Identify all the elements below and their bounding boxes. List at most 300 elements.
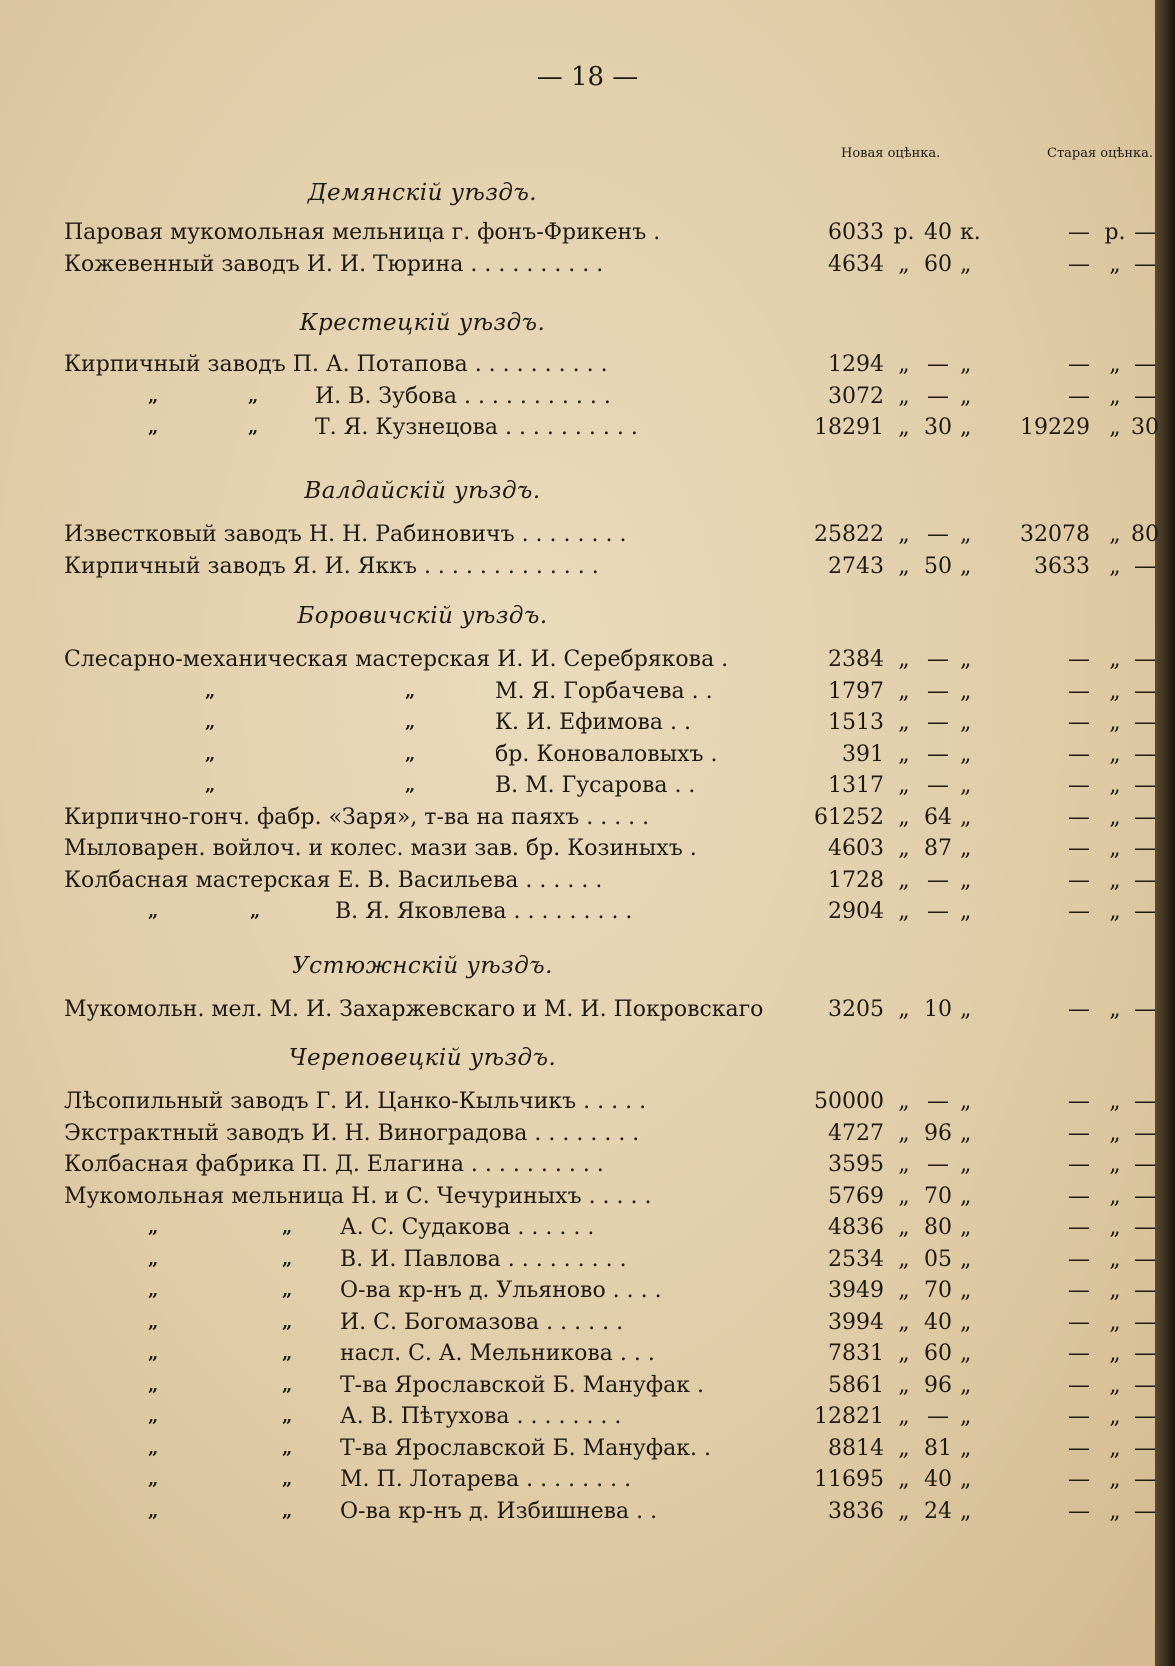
new-assessment-kop-unit: „ [960, 522, 972, 547]
old-assessment-rubles: — [1068, 1372, 1090, 1398]
old-assessment-kopecks: — [1134, 1341, 1156, 1366]
ditto-mark: „ [148, 1343, 159, 1364]
old-assessment-rubles: — [1068, 647, 1090, 672]
old-assessment-unit: „ [1109, 836, 1121, 861]
new-assessment-kop-unit: „ [960, 647, 972, 672]
table-row [0, 1184, 1175, 1216]
old-assessment-unit: „ [1109, 1372, 1121, 1398]
new-assessment-kopecks: — [927, 773, 949, 798]
new-assessment-rubles: 3595 [828, 1152, 884, 1177]
ditto-mark: „ [405, 712, 416, 733]
new-assessment-unit: „ [898, 678, 910, 704]
ditto-mark: „ [282, 1311, 293, 1333]
old-assessment-unit: „ [1109, 647, 1121, 672]
new-assessment-rubles: 3949 [828, 1278, 884, 1303]
ditto-mark: „ [405, 743, 416, 765]
new-assessment-unit: „ [898, 352, 910, 377]
new-assessment-kop-unit: „ [960, 997, 972, 1022]
page-number: — 18 — [536, 62, 639, 92]
entry-name: О-ва кр-нъ д. Избишнева . . [340, 1498, 658, 1524]
new-assessment-rubles: 1294 [828, 352, 884, 377]
new-assessment-rubles: 4836 [828, 1215, 884, 1240]
old-assessment-kopecks: — [1134, 1467, 1156, 1492]
old-assessment-rubles: — [1068, 836, 1090, 861]
table-row [0, 1215, 1175, 1247]
new-assessment-kop-unit: „ [960, 899, 972, 924]
table-row [0, 1467, 1175, 1499]
table-row [0, 252, 1175, 284]
new-assessment-kopecks: 96 [924, 1120, 952, 1146]
old-assessment-rubles: — [1068, 1404, 1090, 1429]
new-assessment-unit: „ [898, 1278, 910, 1303]
table-row [0, 805, 1175, 837]
new-assessment-unit: „ [898, 836, 910, 861]
entry-name: А. В. Пѣтухова . . . . . . . . [340, 1404, 622, 1429]
ditto-mark: „ [250, 901, 261, 922]
ditto-mark: „ [148, 1406, 159, 1427]
table-row [0, 1089, 1175, 1121]
new-assessment-unit: „ [898, 867, 910, 893]
new-assessment-rubles: 2384 [828, 647, 884, 672]
new-assessment-kop-unit: „ [960, 1278, 972, 1303]
new-assessment-kopecks: 87 [924, 836, 952, 861]
new-assessment-unit: „ [898, 251, 910, 277]
old-assessment-kopecks: — [1134, 1435, 1156, 1461]
new-assessment-unit: „ [898, 1372, 910, 1398]
old-assessment-kopecks: — [1134, 773, 1156, 798]
ditto-mark: „ [148, 1248, 159, 1270]
new-assessment-kop-unit: к. [960, 220, 981, 245]
old-assessment-rubles: — [1068, 1278, 1090, 1303]
entry-name: Кирпичный заводъ Я. И. Яккъ . . . . . . . . . . . . . [64, 553, 599, 579]
old-assessment-unit: „ [1109, 867, 1121, 893]
new-assessment-kopecks: — [927, 352, 949, 377]
new-assessment-kopecks: — [927, 1152, 949, 1177]
old-assessment-rubles: — [1068, 678, 1090, 704]
new-assessment-rubles: 3072 [828, 383, 884, 409]
ditto-mark: „ [282, 1437, 293, 1459]
column-header-new: Новая оцѣнка. [841, 146, 941, 161]
entry-name: Кирпично-гонч. фабр. «Заря», т-ва на паяхъ . . . . . [64, 804, 650, 830]
new-assessment-rubles: 5861 [828, 1372, 884, 1398]
table-row [0, 352, 1175, 384]
new-assessment-kopecks: 96 [924, 1372, 952, 1398]
old-assessment-rubles: — [1068, 710, 1090, 735]
entry-name: Паровая мукомольная мельница г. фонъ-Фрикенъ . [64, 220, 661, 245]
old-assessment-unit: „ [1109, 1246, 1121, 1272]
table-row [0, 1373, 1175, 1405]
new-assessment-rubles: 50000 [814, 1089, 884, 1114]
old-assessment-rubles: 3633 [1034, 553, 1090, 579]
new-assessment-kop-unit: „ [960, 1183, 972, 1209]
old-assessment-kopecks: — [1134, 352, 1156, 377]
new-assessment-kopecks: 64 [924, 804, 952, 830]
ditto-mark: „ [148, 1437, 159, 1459]
old-assessment-rubles: — [1068, 1215, 1090, 1240]
new-assessment-kop-unit: „ [960, 741, 972, 767]
ditto-mark: „ [248, 385, 259, 407]
old-assessment-kopecks: — [1134, 220, 1156, 245]
new-assessment-kop-unit: „ [960, 773, 972, 798]
entry-name: Экстрактный заводъ И. Н. Виноградова . . . . . . . . [64, 1120, 640, 1146]
table-row [0, 1152, 1175, 1184]
new-assessment-kop-unit: „ [960, 1089, 972, 1114]
entry-name: Колбасная фабрика П. Д. Елагина . . . . . . . . . . [64, 1152, 604, 1177]
old-assessment-unit: „ [1109, 251, 1121, 277]
entry-name: В. Я. Яковлева . . . . . . . . . [335, 899, 633, 924]
old-assessment-unit: „ [1109, 415, 1121, 440]
new-assessment-kopecks: — [927, 678, 949, 704]
new-assessment-unit: „ [898, 553, 910, 579]
old-assessment-kopecks: — [1134, 678, 1156, 704]
old-assessment-kopecks: — [1134, 647, 1156, 672]
new-assessment-rubles: 6033 [828, 220, 884, 245]
entry-name: насл. С. А. Мельникова . . . [340, 1341, 655, 1366]
old-assessment-unit: „ [1109, 1120, 1121, 1146]
section-title-text: Крестецкій уѣздъ. [299, 310, 546, 336]
old-assessment-unit: „ [1109, 1278, 1121, 1303]
new-assessment-kop-unit: „ [960, 1498, 972, 1524]
old-assessment-kopecks: — [1134, 804, 1156, 830]
old-assessment-kopecks: — [1134, 1498, 1156, 1524]
new-assessment-unit: „ [898, 741, 910, 767]
new-assessment-rubles: 3205 [828, 997, 884, 1022]
section-title [0, 1045, 1175, 1071]
old-assessment-rubles: — [1068, 220, 1090, 245]
old-assessment-unit: „ [1109, 1309, 1121, 1335]
new-assessment-kopecks: 10 [924, 997, 952, 1022]
old-assessment-unit: „ [1109, 1435, 1121, 1461]
new-assessment-kop-unit: „ [960, 1467, 972, 1492]
table-row [0, 1436, 1175, 1468]
old-assessment-kopecks: — [1134, 383, 1156, 409]
old-assessment-unit: „ [1109, 522, 1121, 547]
table-row [0, 773, 1175, 805]
table-row [0, 554, 1175, 586]
table-row [0, 1278, 1175, 1310]
old-assessment-kopecks: — [1134, 710, 1156, 735]
old-assessment-unit: „ [1109, 1404, 1121, 1429]
old-assessment-rubles: — [1068, 1120, 1090, 1146]
new-assessment-unit: „ [898, 1120, 910, 1146]
entry-name: К. И. Ефимова . . [495, 710, 691, 735]
new-assessment-kopecks: — [927, 741, 949, 767]
new-assessment-unit: „ [898, 383, 910, 409]
old-assessment-rubles: — [1068, 1309, 1090, 1335]
table-row [0, 1247, 1175, 1279]
old-assessment-rubles: — [1068, 1183, 1090, 1209]
old-assessment-kopecks: — [1134, 836, 1156, 861]
new-assessment-kopecks: 40 [924, 1467, 952, 1492]
new-assessment-kop-unit: „ [960, 836, 972, 861]
old-assessment-rubles: 19229 [1020, 415, 1090, 440]
entry-name: Т. Я. Кузнецова . . . . . . . . . . [315, 415, 638, 440]
old-assessment-kopecks: — [1134, 1120, 1156, 1146]
new-assessment-kopecks: — [927, 899, 949, 924]
new-assessment-kop-unit: „ [960, 1246, 972, 1272]
new-assessment-rubles: 4634 [828, 251, 884, 277]
table-row [0, 384, 1175, 416]
table-row [0, 415, 1175, 447]
entry-name: Кожевенный заводъ И. И. Тюрина . . . . . . . . . . [64, 251, 604, 277]
new-assessment-kopecks: 70 [924, 1183, 952, 1209]
new-assessment-kop-unit: „ [960, 415, 972, 440]
old-assessment-rubles: — [1068, 383, 1090, 409]
new-assessment-kop-unit: „ [960, 553, 972, 579]
ditto-mark: „ [248, 417, 259, 438]
new-assessment-kop-unit: „ [960, 1404, 972, 1429]
new-assessment-rubles: 4727 [828, 1120, 884, 1146]
old-assessment-unit: „ [1109, 1498, 1121, 1524]
old-assessment-unit: „ [1109, 553, 1121, 579]
new-assessment-kopecks: 60 [924, 251, 952, 277]
new-assessment-rubles: 1317 [828, 773, 884, 798]
new-assessment-unit: „ [898, 899, 910, 924]
section-title-text: Валдайскій уѣздъ. [304, 478, 541, 504]
old-assessment-kopecks: — [1134, 1152, 1156, 1177]
new-assessment-unit: „ [898, 1435, 910, 1461]
old-assessment-kopecks: — [1134, 867, 1156, 893]
ditto-mark: „ [282, 1343, 293, 1364]
new-assessment-kop-unit: „ [960, 804, 972, 830]
new-assessment-rubles: 61252 [814, 804, 884, 830]
ditto-mark: „ [148, 901, 159, 922]
new-assessment-rubles: 1513 [828, 710, 884, 735]
old-assessment-rubles: — [1068, 1467, 1090, 1492]
column-header-old: Старая оцѣнка. [1047, 146, 1153, 161]
new-assessment-rubles: 25822 [814, 522, 884, 547]
new-assessment-kop-unit: „ [960, 1435, 972, 1461]
new-assessment-kop-unit: „ [960, 710, 972, 735]
new-assessment-unit: „ [898, 1246, 910, 1272]
new-assessment-kopecks: — [927, 1089, 949, 1114]
new-assessment-kopecks: 40 [924, 1309, 952, 1335]
new-assessment-kop-unit: „ [960, 678, 972, 704]
old-assessment-rubles: — [1068, 1498, 1090, 1524]
new-assessment-kopecks: 60 [924, 1341, 952, 1366]
old-assessment-kopecks: — [1134, 251, 1156, 277]
ditto-mark: „ [148, 1280, 159, 1301]
table-row [0, 1341, 1175, 1373]
new-assessment-kopecks: 80 [924, 1215, 952, 1240]
entry-name: И. С. Богомазова . . . . . . [340, 1309, 624, 1335]
old-assessment-unit: „ [1109, 1341, 1121, 1366]
new-assessment-kop-unit: „ [960, 352, 972, 377]
table-row [0, 899, 1175, 931]
new-assessment-kopecks: 70 [924, 1278, 952, 1303]
old-assessment-unit: „ [1109, 804, 1121, 830]
ditto-mark: „ [148, 1311, 159, 1333]
entry-name: Мукомольн. мел. М. И. Захаржевскаго и М. И. Покровскаго [64, 997, 764, 1022]
new-assessment-rubles: 5769 [828, 1183, 884, 1209]
entry-name: Мукомольная мельница Н. и С. Чечуриныхъ . . . . . [64, 1183, 652, 1209]
new-assessment-kopecks: — [927, 647, 949, 672]
ditto-mark: „ [282, 1500, 293, 1522]
entry-name: М. Я. Горбачева . . [495, 678, 713, 704]
old-assessment-kopecks: — [1134, 1309, 1156, 1335]
section-title [0, 180, 1175, 206]
new-assessment-unit: „ [898, 1467, 910, 1492]
old-assessment-kopecks: — [1134, 553, 1156, 579]
entry-name: В. И. Павлова . . . . . . . . . [340, 1246, 627, 1272]
new-assessment-rubles: 12821 [814, 1404, 884, 1429]
table-row [0, 868, 1175, 900]
table-row [0, 679, 1175, 711]
ditto-mark: „ [282, 1406, 293, 1427]
old-assessment-unit: р. [1104, 220, 1126, 245]
old-assessment-unit: „ [1109, 1152, 1121, 1177]
new-assessment-rubles: 18291 [814, 415, 884, 440]
old-assessment-kopecks: — [1134, 1278, 1156, 1303]
new-assessment-kopecks: 40 [924, 220, 952, 245]
new-assessment-kopecks: — [927, 383, 949, 409]
old-assessment-unit: „ [1109, 997, 1121, 1022]
old-assessment-kopecks: — [1134, 1215, 1156, 1240]
entry-name: Слесарно-механическая мастерская И. И. Серебрякова . [64, 647, 729, 672]
old-assessment-unit: „ [1109, 1467, 1121, 1492]
new-assessment-rubles: 11695 [814, 1467, 884, 1492]
new-assessment-unit: „ [898, 1341, 910, 1366]
new-assessment-rubles: 2534 [828, 1246, 884, 1272]
table-row [0, 220, 1175, 252]
new-assessment-kopecks: 24 [924, 1498, 952, 1524]
new-assessment-unit: „ [898, 997, 910, 1022]
new-assessment-unit: „ [898, 647, 910, 672]
old-assessment-rubles: — [1068, 1246, 1090, 1272]
new-assessment-kopecks: 81 [924, 1435, 952, 1461]
ditto-mark: „ [405, 775, 416, 796]
new-assessment-rubles: 4603 [828, 836, 884, 861]
new-assessment-kopecks: — [927, 867, 949, 893]
old-assessment-rubles: — [1068, 867, 1090, 893]
ditto-mark: „ [148, 1217, 159, 1238]
new-assessment-kop-unit: „ [960, 1215, 972, 1240]
new-assessment-unit: „ [898, 1404, 910, 1429]
old-assessment-kopecks: — [1134, 1372, 1156, 1398]
new-assessment-unit: „ [898, 415, 910, 440]
ditto-mark: „ [282, 1248, 293, 1270]
new-assessment-unit: р. [893, 220, 915, 245]
new-assessment-rubles: 391 [842, 741, 884, 767]
new-assessment-rubles: 1797 [828, 678, 884, 704]
new-assessment-rubles: 2743 [828, 553, 884, 579]
ditto-mark: „ [205, 775, 216, 796]
new-assessment-kopecks: — [927, 1404, 949, 1429]
new-assessment-kop-unit: „ [960, 1309, 972, 1335]
section-title [0, 478, 1175, 504]
ditto-mark: „ [282, 1217, 293, 1238]
ditto-mark: „ [282, 1469, 293, 1490]
ditto-mark: „ [148, 1500, 159, 1522]
entry-name: бр. Коноваловыхъ . [495, 741, 718, 767]
ditto-mark: „ [148, 1469, 159, 1490]
new-assessment-kopecks: — [927, 522, 949, 547]
new-assessment-kop-unit: „ [960, 1341, 972, 1366]
old-assessment-rubles: — [1068, 1152, 1090, 1177]
new-assessment-unit: „ [898, 522, 910, 547]
old-assessment-rubles: — [1068, 251, 1090, 277]
old-assessment-unit: „ [1109, 1215, 1121, 1240]
old-assessment-rubles: — [1068, 1089, 1090, 1114]
new-assessment-kop-unit: „ [960, 867, 972, 893]
old-assessment-unit: „ [1109, 383, 1121, 409]
entry-name: О-ва кр-нъ д. Ульяново . . . . [340, 1278, 662, 1303]
section-title-text: Боровичскій уѣздъ. [297, 603, 548, 629]
old-assessment-unit: „ [1109, 678, 1121, 704]
new-assessment-kop-unit: „ [960, 383, 972, 409]
new-assessment-unit: „ [898, 773, 910, 798]
new-assessment-unit: „ [898, 1309, 910, 1335]
new-assessment-kopecks: 05 [924, 1246, 952, 1272]
old-assessment-unit: „ [1109, 710, 1121, 735]
old-assessment-rubles: — [1068, 997, 1090, 1022]
new-assessment-rubles: 3836 [828, 1498, 884, 1524]
new-assessment-rubles: 3994 [828, 1309, 884, 1335]
ditto-mark: „ [282, 1374, 293, 1396]
table-row [0, 836, 1175, 868]
old-assessment-rubles: — [1068, 1435, 1090, 1461]
new-assessment-kop-unit: „ [960, 1152, 972, 1177]
entry-name: Колбасная мастерская Е. В. Васильева . . . . . . [64, 867, 603, 893]
entry-name: И. В. Зубова . . . . . . . . . . . [315, 383, 611, 409]
entry-name: Лѣсопильный заводъ Г. И. Цанко-Кыльчикъ . . . . . [64, 1089, 647, 1114]
new-assessment-kopecks: — [927, 710, 949, 735]
old-assessment-kopecks: — [1134, 1246, 1156, 1272]
section-title-text: Череповецкій уѣздъ. [288, 1045, 557, 1071]
old-assessment-unit: „ [1109, 773, 1121, 798]
new-assessment-rubles: 1728 [828, 867, 884, 893]
table-row [0, 997, 1175, 1029]
ditto-mark: „ [148, 417, 159, 438]
ditto-mark: „ [205, 680, 216, 702]
old-assessment-unit: „ [1109, 741, 1121, 767]
entry-name: Кирпичный заводъ П. А. Потапова . . . . . . . . . . [64, 352, 608, 377]
table-row [0, 522, 1175, 554]
old-assessment-unit: „ [1109, 1183, 1121, 1209]
section-title [0, 603, 1175, 629]
old-assessment-kopecks: — [1134, 997, 1156, 1022]
new-assessment-unit: „ [898, 1183, 910, 1209]
section-title-text: Демянскій уѣздъ. [307, 180, 538, 206]
old-assessment-kopecks: — [1134, 1183, 1156, 1209]
old-assessment-rubles: — [1068, 1341, 1090, 1366]
old-assessment-kopecks: — [1134, 899, 1156, 924]
new-assessment-unit: „ [898, 1498, 910, 1524]
section-title-text: Устюжнскій уѣздъ. [292, 953, 553, 979]
old-assessment-rubles: — [1068, 899, 1090, 924]
new-assessment-unit: „ [898, 1215, 910, 1240]
new-assessment-unit: „ [898, 1152, 910, 1177]
old-assessment-kopecks: — [1134, 1404, 1156, 1429]
new-assessment-unit: „ [898, 804, 910, 830]
old-assessment-kopecks: — [1134, 741, 1156, 767]
new-assessment-kopecks: 30 [924, 415, 952, 440]
entry-name: В. М. Гусарова . . [495, 773, 696, 798]
section-title [0, 953, 1175, 979]
new-assessment-kop-unit: „ [960, 251, 972, 277]
table-row [0, 1310, 1175, 1342]
ditto-mark: „ [205, 712, 216, 733]
old-assessment-rubles: — [1068, 773, 1090, 798]
old-assessment-unit: „ [1109, 352, 1121, 377]
old-assessment-unit: „ [1109, 899, 1121, 924]
table-row [0, 647, 1175, 679]
new-assessment-rubles: 2904 [828, 899, 884, 924]
new-assessment-unit: „ [898, 1089, 910, 1114]
table-row [0, 1404, 1175, 1436]
new-assessment-rubles: 8814 [828, 1435, 884, 1461]
ditto-mark: „ [405, 680, 416, 702]
